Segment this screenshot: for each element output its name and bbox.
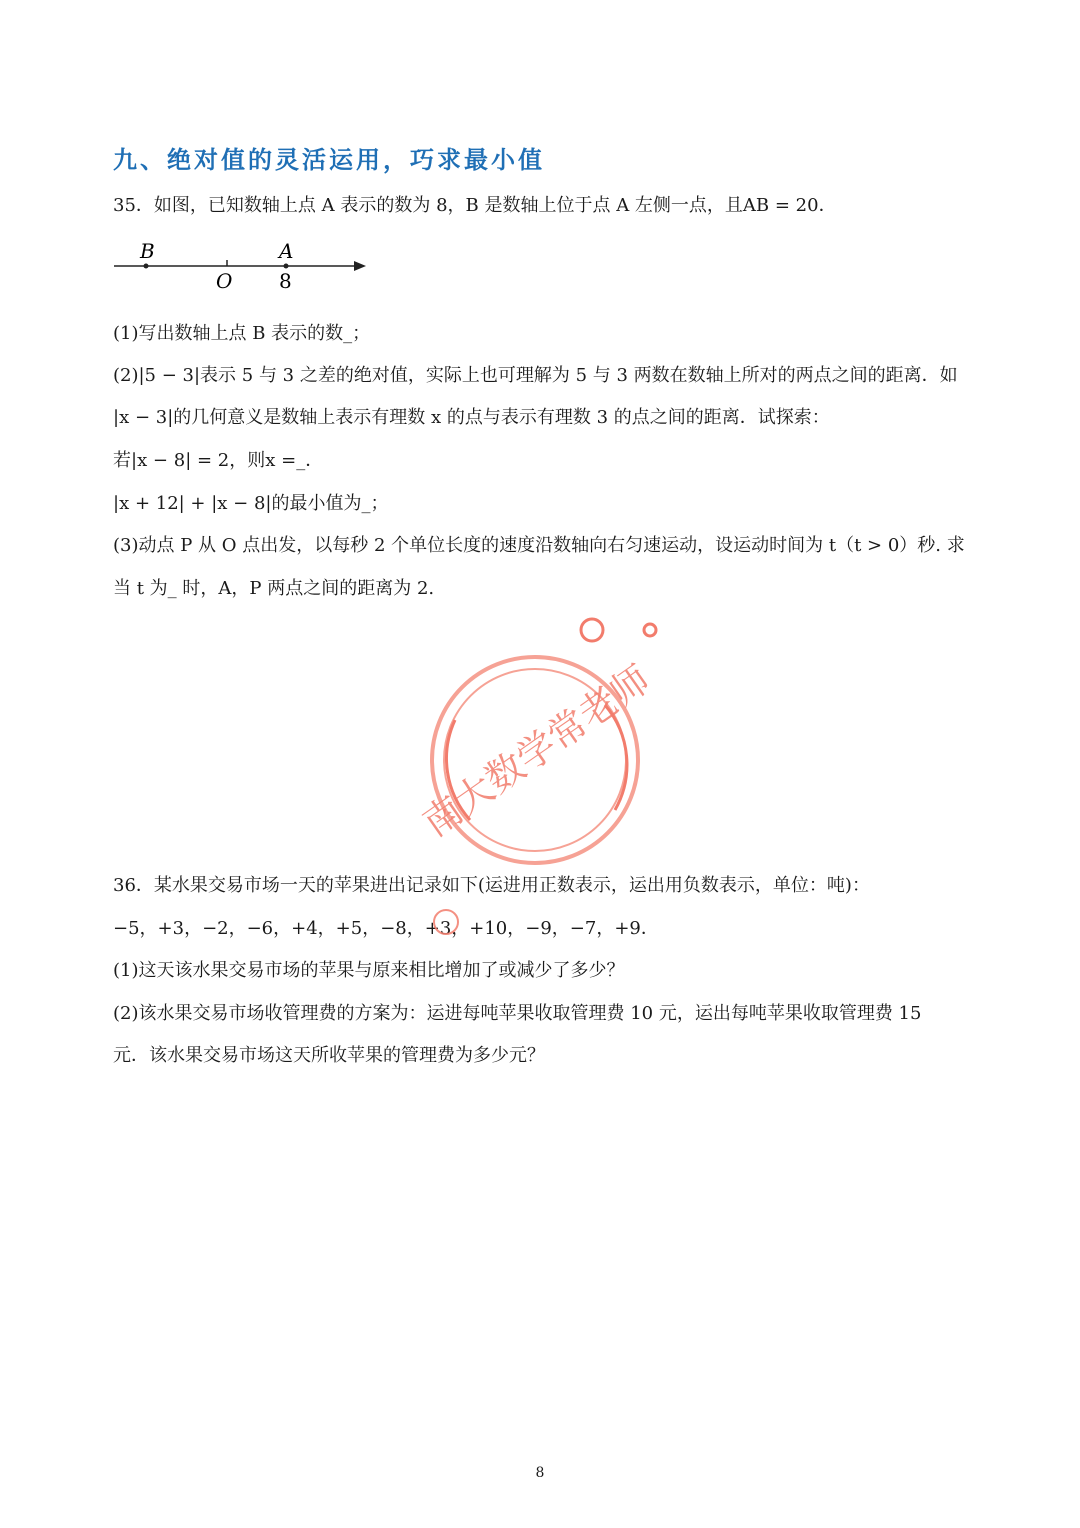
- q35-part2-line1: (2)|5 − 3|表示 5 与 3 之差的绝对值，实际上也可理解为 5 与 3 两数在数轴上所对的两点之间的距离．如: [113, 365, 958, 386]
- label-b: B: [140, 239, 155, 263]
- value-a: 8: [279, 269, 292, 293]
- q35-part3-line1: (3)动点 P 从 O 点出发，以每秒 2 个单位长度的速度沿数轴向右匀速运动，设运动时间为 t（t > 0）秒. 求: [113, 535, 965, 556]
- point-a: [284, 264, 289, 269]
- section-title: 九、绝对值的灵活运用，巧求最小值: [113, 146, 545, 174]
- number-line-figure: [110, 238, 380, 298]
- q35-part2-line3: 若|x − 8| = 2，则x =_．: [113, 450, 324, 471]
- watermark-stamp: [415, 610, 675, 870]
- q35-stem: 35．如图，已知数轴上点 A 表示的数为 8，B 是数轴上位于点 A 左侧一点，且AB = 20．: [113, 195, 837, 216]
- page-number: 8: [535, 1465, 545, 1481]
- watermark-text: 南大数学常老师: [415, 656, 659, 846]
- label-o: O: [216, 269, 233, 293]
- q36-records: −5，+3，−2，−6，+4，+5，−8，+3，+10，−9，−7，+9．: [113, 918, 659, 939]
- q35-part2-line4: |x + 12| + |x − 8|的最小值为_；: [113, 493, 389, 514]
- q36-part2-line2: 元．该水果交易市场这天所收苹果的管理费为多少元？: [113, 1045, 545, 1066]
- point-b: [144, 264, 149, 269]
- q36-stem: 36．某水果交易市场一天的苹果进出记录如下(运进用正数表示，运出用负数表示，单位：吨)：: [113, 875, 870, 896]
- q36-part2-line1: (2)该水果交易市场收管理费的方案为：运进每吨苹果收取管理费 10 元，运出每吨苹果收取管理费 15: [113, 1003, 922, 1024]
- q35-part2-line2: |x − 3|的几何意义是数轴上表示有理数 x 的点与表示有理数 3 的点之间的距离．试探索：: [113, 407, 830, 428]
- label-a: A: [279, 239, 294, 263]
- q35-part3-line2: 当 t 为_ 时，A，P 两点之间的距离为 2.: [113, 578, 435, 599]
- arrow-icon: [354, 261, 366, 271]
- circle-mark: [433, 909, 459, 935]
- q35-part1: (1)写出数轴上点 B 表示的数_；: [113, 323, 371, 344]
- q36-part1: (1)这天该水果交易市场的苹果与原来相比增加了或减少了多少？: [113, 960, 625, 981]
